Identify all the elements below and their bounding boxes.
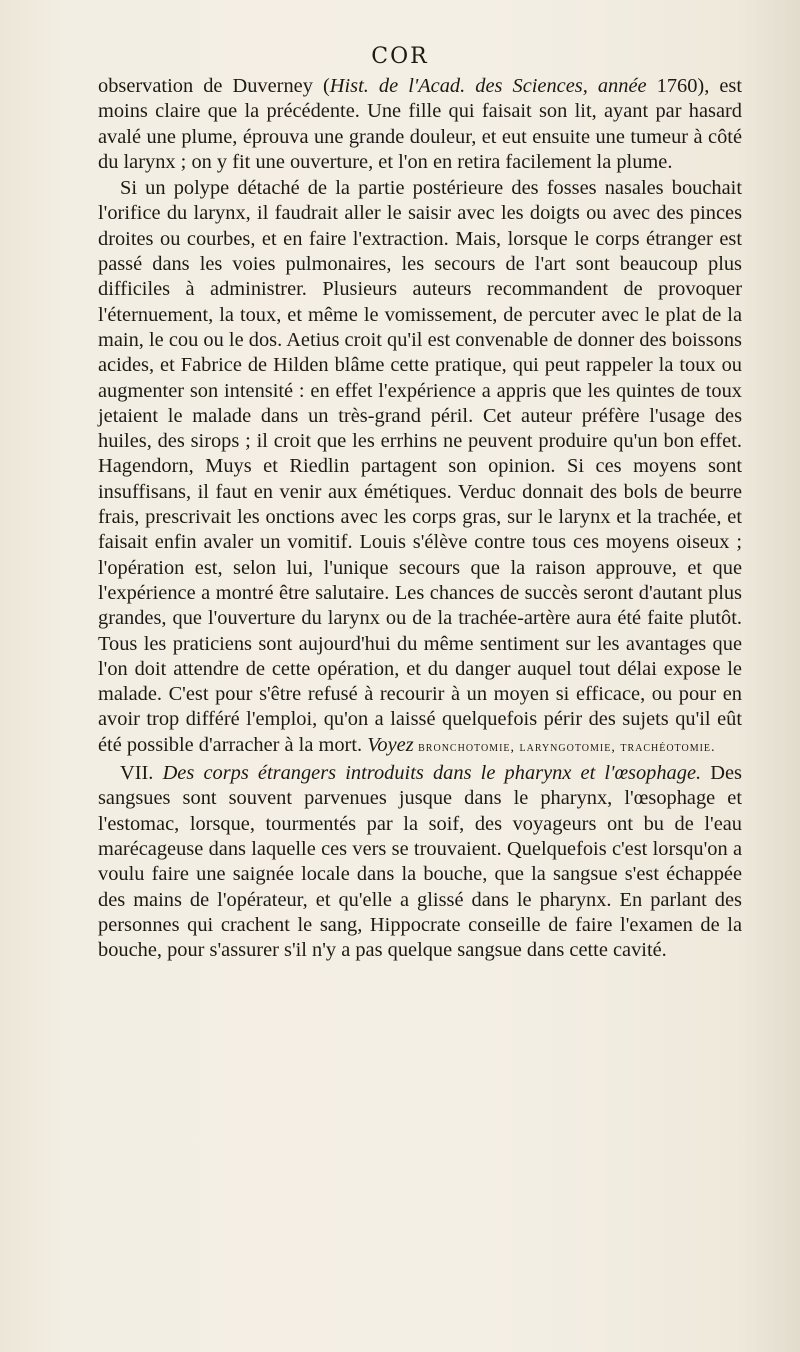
citation-italic: Hist. de l'Acad. des Sciences, année <box>329 75 647 97</box>
section-heading: Des corps étrangers introduits dans le pharynx et l'œsophage. <box>162 762 702 785</box>
section-numeral: VII. <box>120 762 163 785</box>
paragraph-foreign-bodies-larynx <box>98 176 742 760</box>
section-vii-paragraph <box>98 761 742 963</box>
paragraph-text: 1760), est moins claire que la précédente. Une fille qui faisait son lit, ayant par hasard avalé une plume, éprouva une grande douleur, et eut ensuite une tumeur à côté du larynx ; on y fit une ouverture, et l'on en retira facilement la plume. <box>98 75 742 173</box>
see-also-label: Voyez <box>367 733 414 756</box>
running-title: COR <box>371 44 429 69</box>
cross-references: bronchotomie, laryngotomie, trachéotomie. <box>413 739 716 755</box>
paragraph-continued <box>98 74 742 175</box>
paragraph-text: observation de Duverney ( <box>98 75 330 97</box>
paragraph-text: Si un polype détaché de la partie postérieure des fosses nasales bouchait l'orifice du larynx, il faudrait aller le saisir avec les doigts ou avec des pinces droites ou courbes, et en faire l'extraction. Mais, lorsque le corps étranger est passé dans les voies pulmonaires, les secours de l'art sont beaucoup plus difficiles à administrer. Plusieurs auteurs recommandent de provoquer l'éternuement, la toux, et même le vomissement, de percuter avec le plat de la main, le cou ou le dos. Aetius croit qu'il est convenable de donner des boissons acides, et Fabrice de Hilden blâme cette pratique, qui peut rappeler la toux ou augmenter son intensité : en effet l'expérience a appris que les quintes de toux jetaient le malade dans un très-grand péril. Cet auteur préfère l'usage des huiles, des sirops ; il croit que les errhins ne peuvent produire qu'un bon effet. Hagendorn, Muys et Riedlin partagent son opinion. Si ces moyens sont insuffisans, il faut en venir aux émétiques. Verduc donnait des bols de beurre frais, prescrivait les onctions avec les corps gras, sur le larynx et la trachée, et faisait enfin avaler un vomitif. Louis s'élève contre tous ces moyens oiseux ; l'opération est, selon lui, l'unique secours que la raison approuve, et que l'expérience a montré être salutaire. Les chances de succès seront d'autant plus grandes, que l'ouverture du larynx ou de la trachée-artère aura été faite plutôt. Tous les praticiens sont aujourd'hui du même sentiment sur les avantages que l'on doit attendre de cette opération, et du danger auquel tout délai expose le malade. C'est pour s'être refusé à recourir à un moyen si efficace, ou pour en avoir trop différé l'emploi, qu'on a laissé quelquefois périr des sujets qu'il eût été possible d'arracher à la mort. <box>98 177 742 756</box>
page-body <box>98 74 742 963</box>
paragraph-text: Des sangsues sont souvent parvenues jusque dans le pharynx, l'œsophage et l'estomac, lorsque, tourmentés par la soif, des voyageurs ont bu de l'eau marécageuse dans laquelle ces vers se trouvaient. Quelquefois c'est lorsqu'on a voulu faire une saignée locale dans la bouche, que la sangsue s'est échappée des mains de l'opérateur, et qu'elle a glissé dans le pharynx. En parlant des personnes qui crachent le sang, Hippocrate conseille de faire l'examen de la bouche, pour s'assurer s'il n'y a pas quelque sangsue dans cette cavité. <box>98 762 742 962</box>
